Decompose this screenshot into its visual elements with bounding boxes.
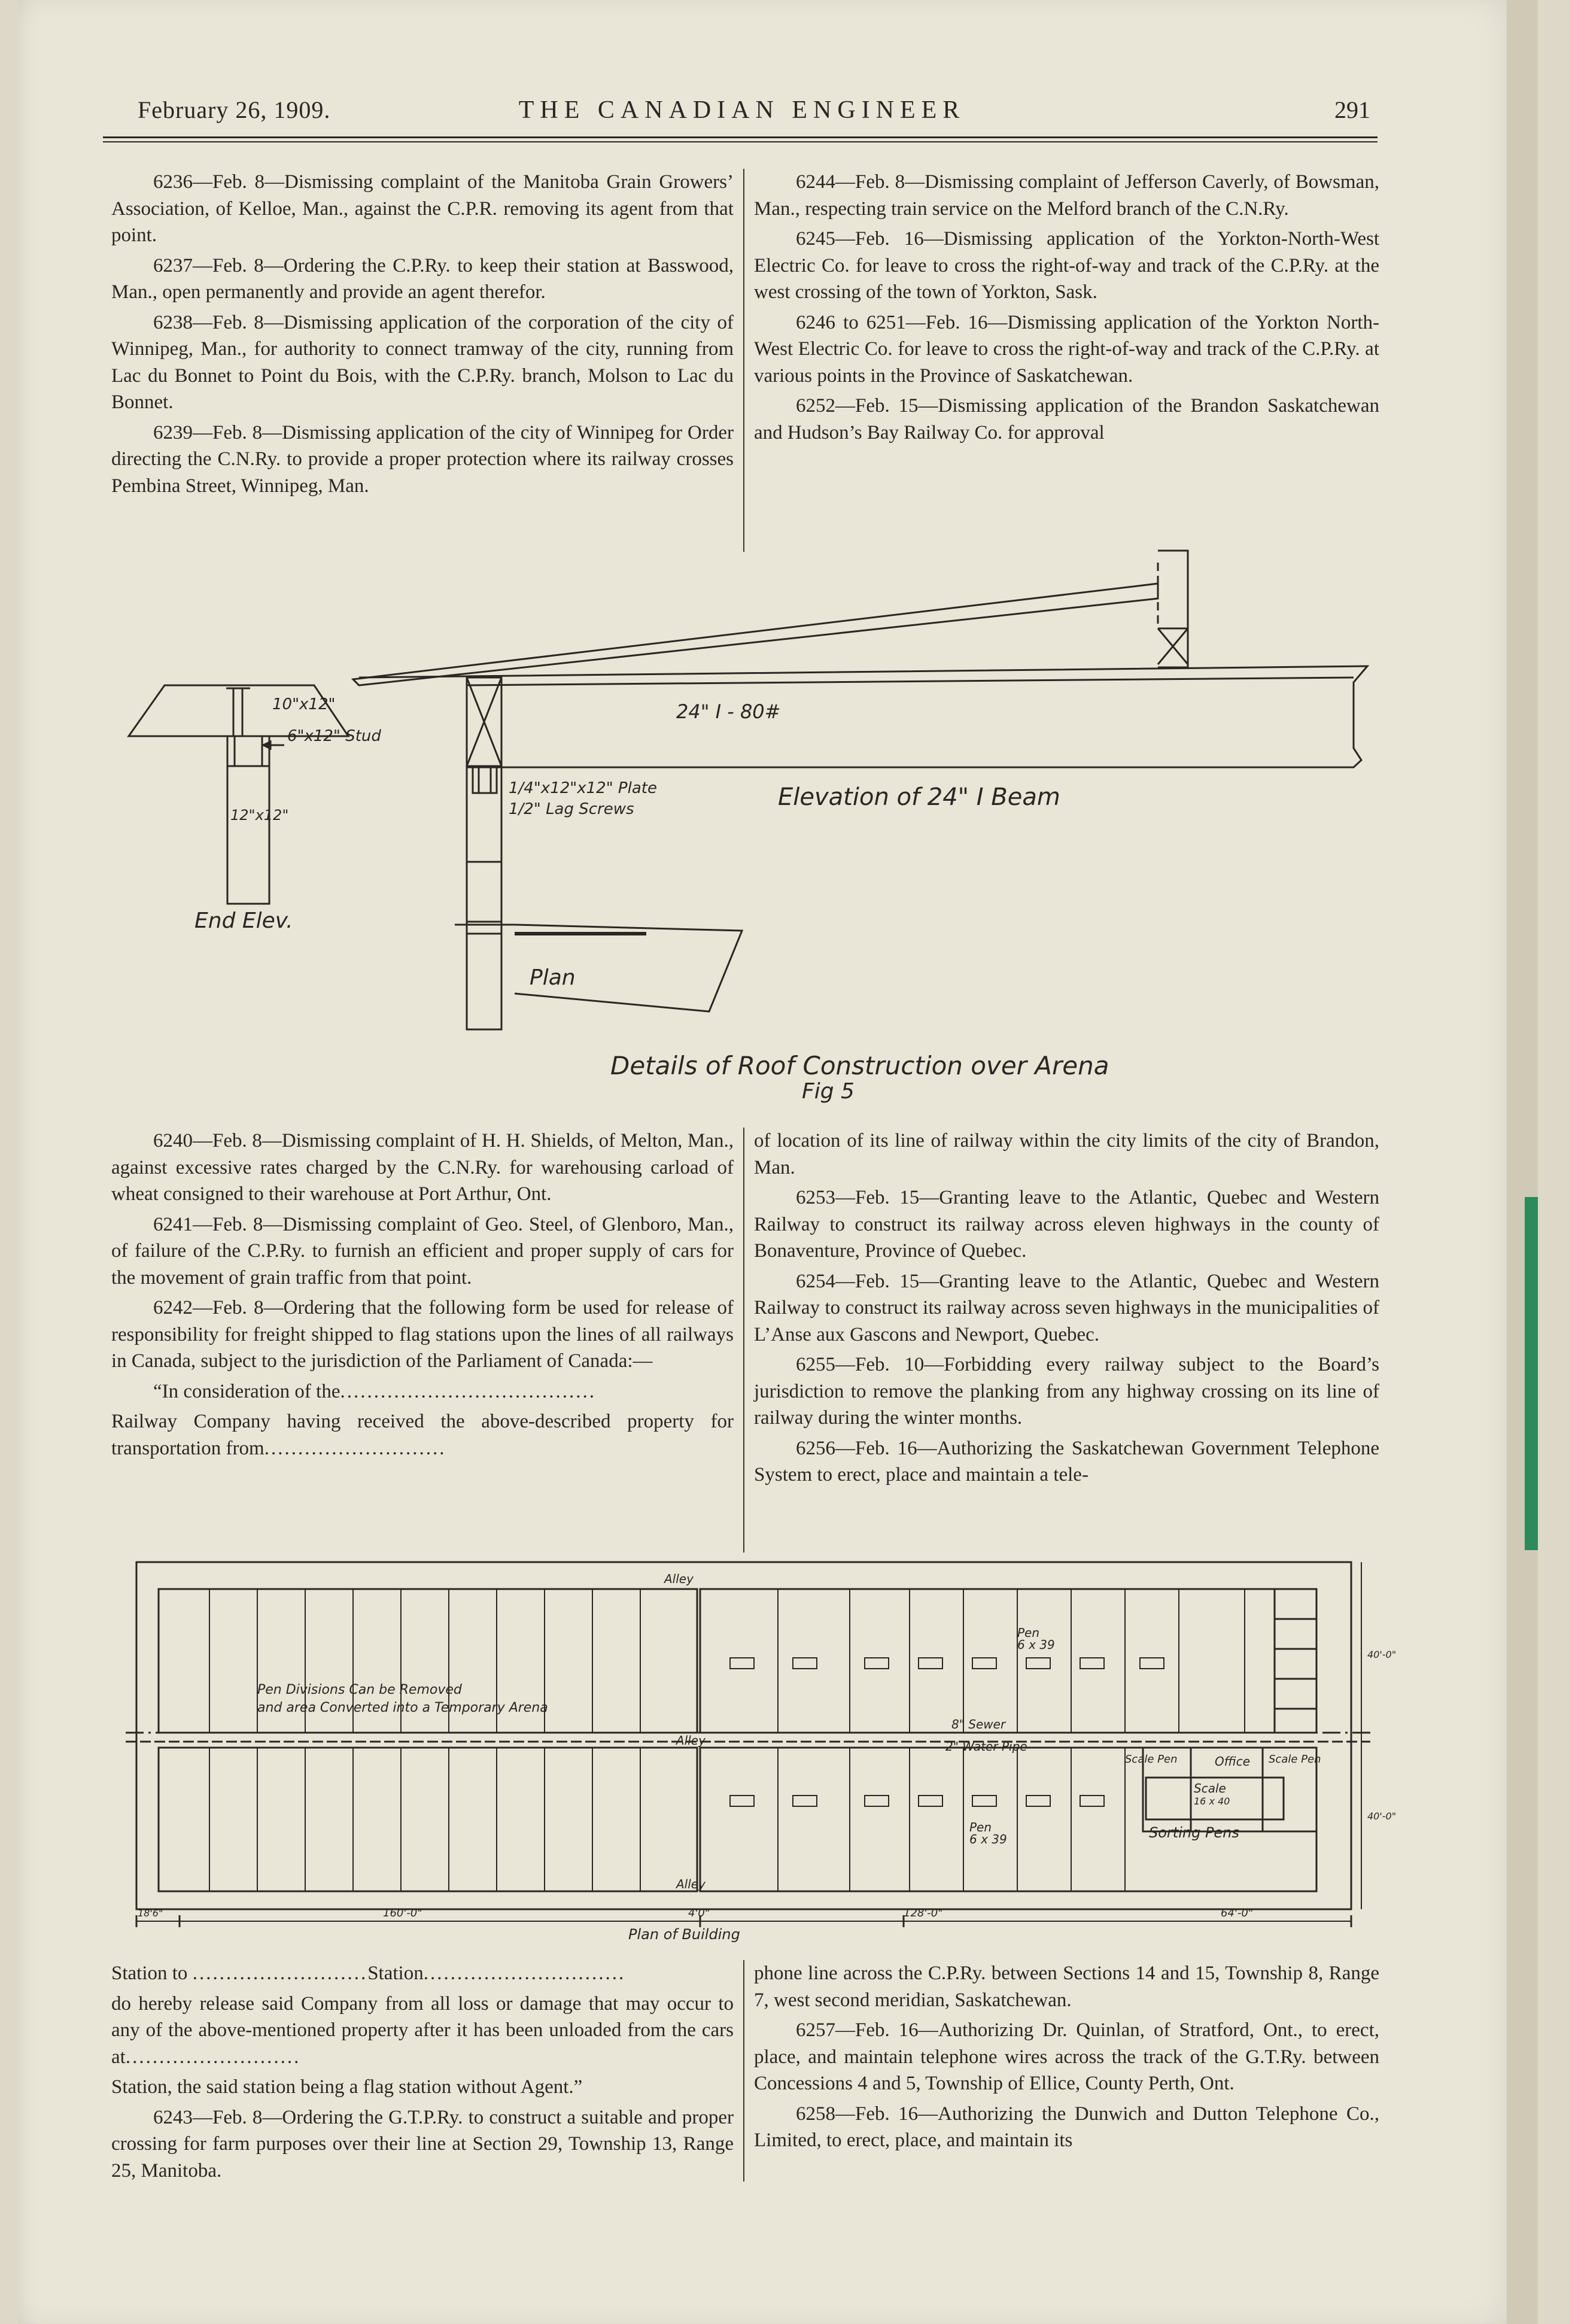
order-6255: 6255—Feb. 10—Forbidding every railway subject to the Board’s jurisdiction to remove the planking from any highway crossing on its line of railway during the winter months. [754,1354,1379,1429]
plan-office: Office [1215,1754,1251,1769]
building-plan-figure [0,1550,1569,1945]
journal-title: THE CANADIAN ENGINEER [518,96,966,124]
label-beam: 24" I - 80# [676,700,781,723]
plan-scale-size: 16 x 40 [1194,1796,1230,1807]
order-6237: 6237—Feb. 8—Ordering the C.P.Ry. to keep their station at Basswood, Man., open permanently and provide an agent therefor. [111,254,734,303]
plan-dim-height-lower: 40'-0" [1367,1810,1397,1822]
order-6238: 6238—Feb. 8—Dismissing application of the corporation of the city of Winnipeg, Man., for authority to connect tramway of the city, running from Lac du Bonnet to Point du Bois, with the C.P.Ry. branch, Molson to Lac du Bonnet. [111,311,734,413]
plan-sorting-pens: Sorting Pens [1149,1824,1239,1841]
plan-dim-mid2: 4'0" [688,1907,710,1919]
plan-dim-mid1: 160'-0" [383,1907,422,1919]
label-plan: Plan [530,965,576,990]
dotted-leader: .......................... [192,1963,368,1984]
plan-scale-pen-left: Scale Pen [1125,1753,1178,1766]
plan-pen-lower-size: 6 x 39 [969,1832,1007,1846]
label-screws: 1/2" Lag Screws [509,800,634,818]
order-6245: 6245—Feb. 16—Dismissing application of the Yorkton-North-West Electric Co. for leave to cross the right-of-way and track of the C.P.Ry. at the west crossing of the town of Yorkton, Sask. [754,228,1379,303]
plan-outer-wall [136,1562,1351,1909]
column-divider [743,1960,744,2182]
release-form-body: do hereby release said Company from all loss or damage that may occur to any of the above-mentioned property after it has been unloaded from the cars at.......................... [111,1992,734,2068]
dotted-leader: .......................... [125,2046,301,2068]
green-bookmark-tab [1525,1197,1538,1550]
header-rule [103,136,1378,138]
plan-dim-mid3: 128'-0" [904,1907,943,1919]
roof-construction-figure [0,539,1569,1113]
order-6242: 6242—Feb. 8—Ordering that the following form be used for release of responsibility for freight shipped to flag stations upon the lines of all railways in Canada, subject to the jurisdiction of the Parliament of Canada:— [111,1297,734,1372]
label-stud: 6"x12" Stud [287,727,381,745]
top-right-column [754,169,1379,449]
figure-number: Fig 5 [802,1079,855,1104]
issue-date: February 26, 1909. [138,96,331,123]
order-6240: 6240—Feb. 8—Dismissing complaint of H. H. Shields, of Melton, Man., against excessive rates charged by the C.N.Ry. for warehousing carload of wheat consigned to their warehouse at Port Arthur, Ont. [111,1130,734,1205]
label-post: 12"x12" [230,807,289,824]
release-form-line2: Railway Company having received the above-described property for transportation from........................... [111,1411,734,1459]
figure-caption: Details of Roof Construction over Arena [610,1051,1109,1080]
dotted-leader: ...................................... [340,1380,596,1402]
plan-scale: Scale [1194,1781,1226,1796]
order-6258: 6258—Feb. 16—Authorizing the Dunwich and Dutton Telephone Co., Limited, to erect, place, and maintain its [754,2103,1379,2151]
plan-alley-top: Alley [664,1572,694,1586]
order-6256-continued: phone line across the C.P.Ry. between Sections 14 and 15, Township 8, Range 7, west second meridian, Saskatchewan. [754,1963,1379,2011]
plan-water-pipe: 2" Water Pipe [945,1739,1027,1754]
bottom-right-column [754,1960,1379,2158]
order-6243: 6243—Feb. 8—Ordering the G.T.P.Ry. to construct a suitable and proper crossing for farm purposes over their line at Section 29, Township 13, Range 25, Manitoba. [111,2106,734,2182]
plan-sewer: 8" Sewer [951,1717,1006,1731]
plan-caption: Plan of Building [628,1926,740,1943]
plan-pen-upper: Pen [1017,1626,1040,1640]
order-6254: 6254—Feb. 15—Granting leave to the Atlantic, Quebec and Western Railway to construct its railway across seven highways in the municipalities of L’Anse aux Gascons and Newport, Quebec. [754,1270,1379,1345]
plan-scale-pen-right: Scale Pen [1269,1753,1321,1766]
order-6236: 6236—Feb. 8—Dismissing complaint of the Manitoba Grain Growers’ Association, of Kelloe, Man., against the C.P.R. removing its agent from that point. [111,171,734,246]
mid-right-column [754,1128,1379,1492]
plan-pen-upper-size: 6 x 39 [1017,1638,1055,1652]
header-rule-thin [103,141,1378,142]
label-plate: 1/4"x12"x12" Plate [509,779,657,797]
label-timber: 10"x12" [272,695,336,713]
release-form-station-line: Station to ..........................Station.............................. [111,1963,626,1984]
plan-alley-mid: Alley [676,1733,706,1748]
plan-alley-bottom: Alley [676,1877,706,1891]
bottom-left-column [111,1960,734,2188]
order-6246-6251: 6246 to 6251—Feb. 16—Dismissing application of the Yorkton North-West Electric Co. for leave to cross the right-of-way and track of the C.P.Ry. at various points in the Province of Saskatchewan. [754,311,1379,387]
mid-left-column [111,1128,734,1465]
plan-dim-right: 64'-0" [1221,1907,1254,1919]
order-6252: 6252—Feb. 15—Dismissing application of the Brandon Saskatchewan and Hudson’s Bay Railway Co. for approval [754,395,1379,443]
plan-pen-lower: Pen [969,1820,992,1834]
order-6244: 6244—Feb. 8—Dismissing complaint of Jefferson Caverly, of Bowsman, Man., respecting train service on the Melford branch of the C.N.Ry. [754,171,1379,220]
release-form-end: Station, the said station being a flag station without Agent.” [111,2076,583,2098]
plan-note-1: Pen Divisions Can be Removed [257,1682,462,1697]
order-6241: 6241—Feb. 8—Dismissing complaint of Geo. Steel, of Glenboro, Man., of failure of the C.P.Ry. to furnish an efficient and proper supply of cars for the movement of grain traffic from that point. [111,1213,734,1289]
dotted-leader: ........................... [264,1437,446,1459]
order-6239: 6239—Feb. 8—Dismissing application of the city of Winnipeg for Order directing the C.N.Ry. to provide a proper protection where its railway crosses Pembina Street, Winnipeg, Man. [111,421,734,497]
top-left-column [111,169,734,503]
label-elevation: Elevation of 24" I Beam [778,783,1060,811]
plan-dim-left: 18'6" [138,1907,163,1919]
dotted-leader: .............................. [423,1963,626,1984]
end-elev-beam [233,688,242,736]
plan-dim-height-upper: 40'-0" [1367,1649,1397,1660]
plan-view-post [467,862,501,1029]
page-edge [1507,0,1538,2324]
order-6257: 6257—Feb. 16—Authorizing Dr. Quinlan, of Stratford, Ont., to erect, place, and maintain telephone wires across the track of the G.T.Ry. between Concessions 4 and 5, Township of Ellice, County Perth, Ont. [754,2019,1379,2094]
column-divider [743,1128,744,1553]
order-6252-continued: of location of its line of railway within the city limits of the city of Brandon, Man. [754,1130,1379,1178]
page-number: 291 [1334,96,1370,123]
right-post [1158,551,1188,667]
running-header [108,96,1376,132]
order-6256: 6256—Feb. 16—Authorizing the Saskatchewan Government Telephone System to erect, place and maintain a tele- [754,1437,1379,1485]
label-end-elev: End Elev. [194,909,293,933]
plan-note-2: and area Converted into a Temporary Arena [257,1700,548,1715]
column-divider [743,169,744,552]
order-6253: 6253—Feb. 15—Granting leave to the Atlantic, Quebec and Western Railway to construct its railway across eleven highways in the county of Bonaventure, Province of Quebec. [754,1187,1379,1262]
release-form-line1: “In consideration of the...................................... [153,1380,596,1402]
